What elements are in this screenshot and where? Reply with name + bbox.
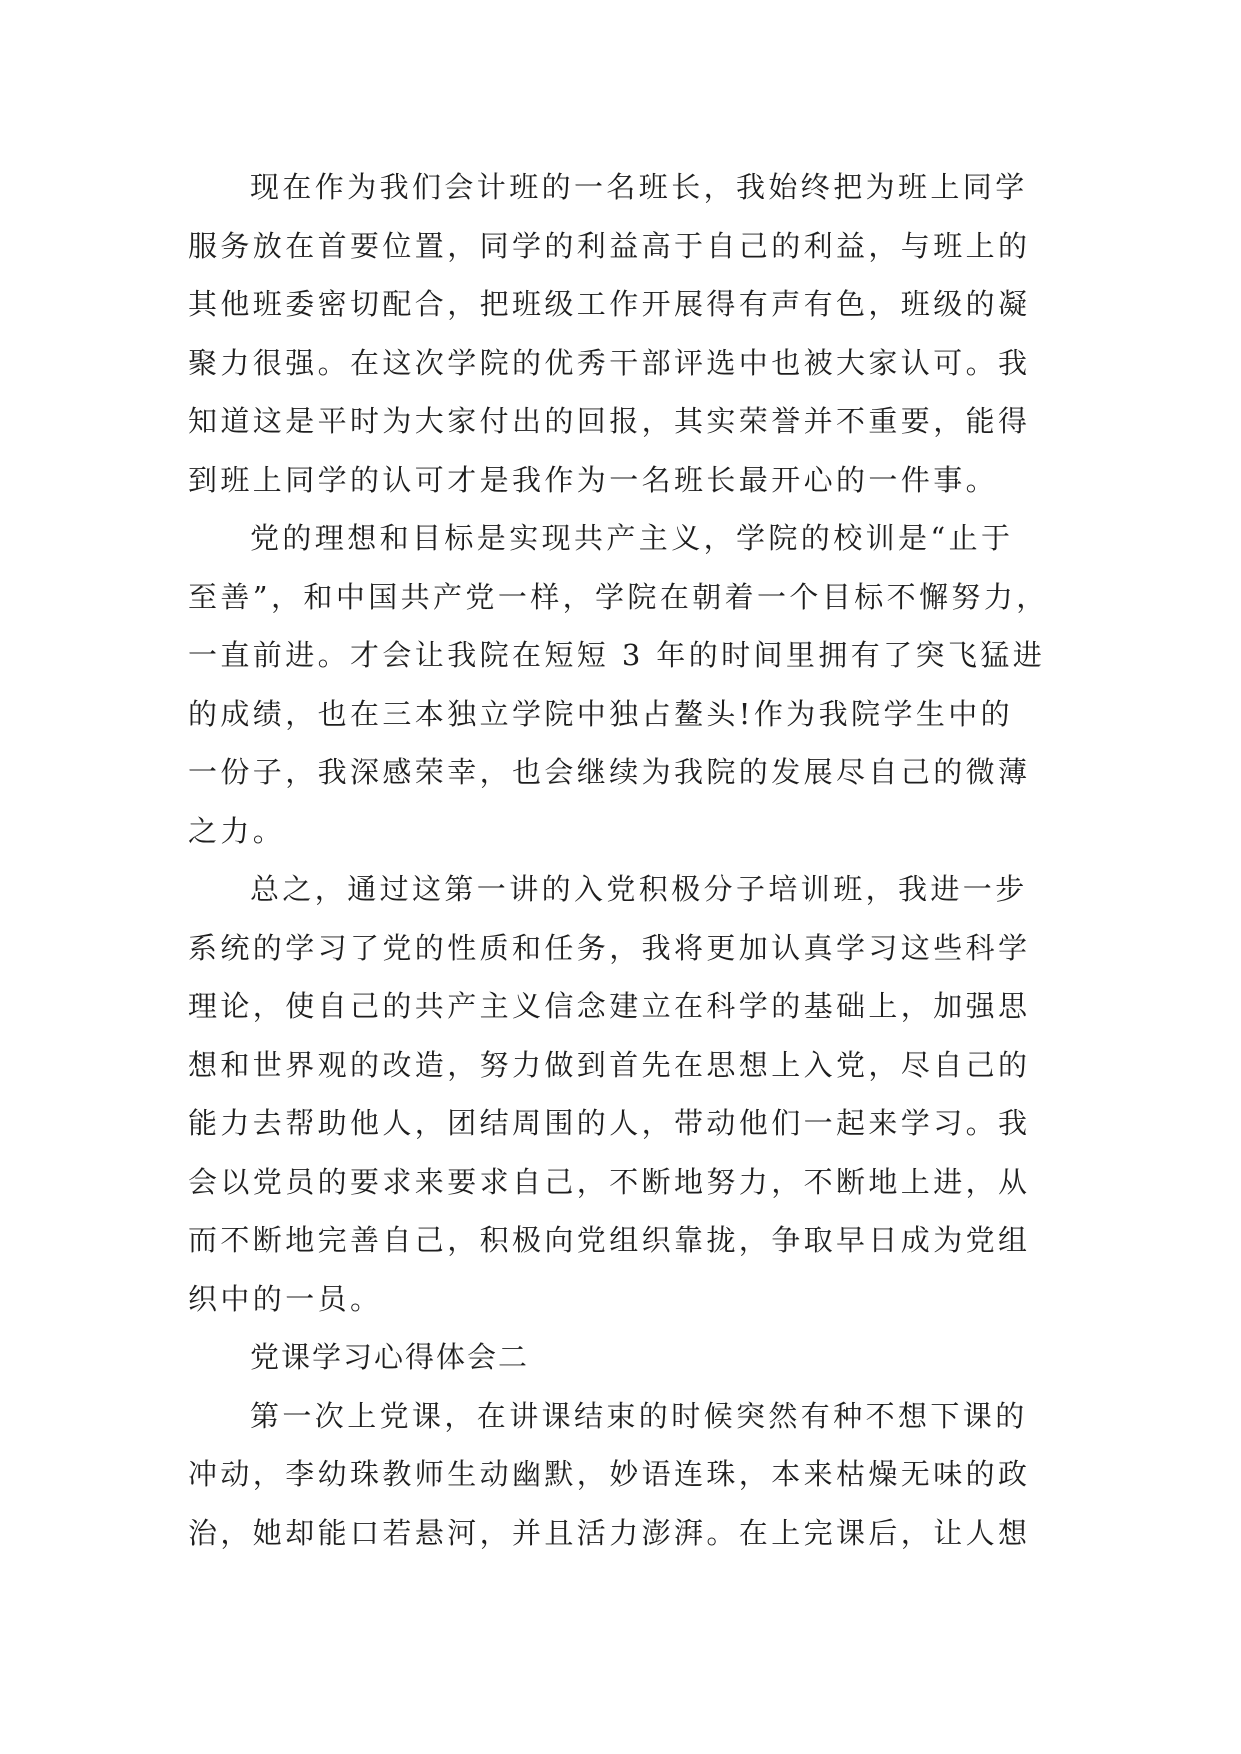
paragraph-line: 一直前进。才会让我院在短短 3 年的时间里拥有了突飞猛进 (188, 638, 1046, 672)
paragraph-line: 治，她却能口若悬河，并且活力澎湃。在上完课后，让人想 (188, 1515, 1031, 1550)
paragraph-line: 现在作为我们会计班的一名班长，我始终把为班上同学 (250, 170, 1028, 204)
paragraph-line: 的成绩，也在三本独立学院中独占鳌头!作为我院学生中的 (188, 696, 1014, 731)
paragraph-line: 而不断地完善自己，积极向党组织靠拢，争取早日成为党组 (188, 1223, 1031, 1257)
paragraph-line: 想和世界观的改造，努力做到首先在思想上入党，尽自己的 (188, 1047, 1031, 1082)
paragraph-line: 到班上同学的认可才是我作为一名班长最开心的一件事。 (188, 462, 999, 497)
paragraph-line: 第一次上党课，在讲课结束的时候突然有种不想下课的 (250, 1398, 1028, 1433)
paragraph-line: 其他班委密切配合，把班级工作开展得有声有色，班级的凝 (188, 287, 1031, 321)
document-body (188, 158, 1068, 1562)
paragraph-line: 党的理想和目标是实现共产主义，学院的校训是“止于 (250, 521, 1014, 555)
paragraph-line: 系统的学习了党的性质和任务，我将更加认真学习这些科学 (188, 930, 1031, 965)
section-heading: 党课学习心得体会二 (250, 1340, 530, 1374)
paragraph-line: 能力去帮助他人，团结周围的人，带动他们一起来学习。我 (188, 1106, 1031, 1140)
paragraph-line: 聚力很强。在这次学院的优秀干部评选中也被大家认可。我 (188, 345, 1031, 380)
paragraph-line: 一份子，我深感荣幸，也会继续为我院的发展尽自己的微薄 (188, 755, 1031, 789)
paragraph-line: 知道这是平时为大家付出的回报，其实荣誉并不重要，能得 (188, 404, 1031, 438)
paragraph-line: 会以党员的要求来要求自己，不断地努力，不断地上进，从 (188, 1164, 1031, 1199)
paragraph-line: 总之，通过这第一讲的入党积极分子培训班，我进一步 (250, 872, 1028, 906)
paragraph-line: 服务放在首要位置，同学的利益高于自己的利益，与班上的 (188, 228, 1031, 263)
paragraph-line: 织中的一员。 (188, 1281, 383, 1316)
paragraph-line: 冲动，李幼珠教师生动幽默，妙语连珠，本来枯燥无味的政 (188, 1457, 1031, 1491)
paragraph-line: 理论，使自己的共产主义信念建立在科学的基础上，加强思 (188, 989, 1031, 1023)
paragraph-line: 之力。 (188, 813, 286, 848)
paragraph-line: 至善”，和中国共产党一样，学院在朝着一个目标不懈努力， (188, 579, 1049, 614)
